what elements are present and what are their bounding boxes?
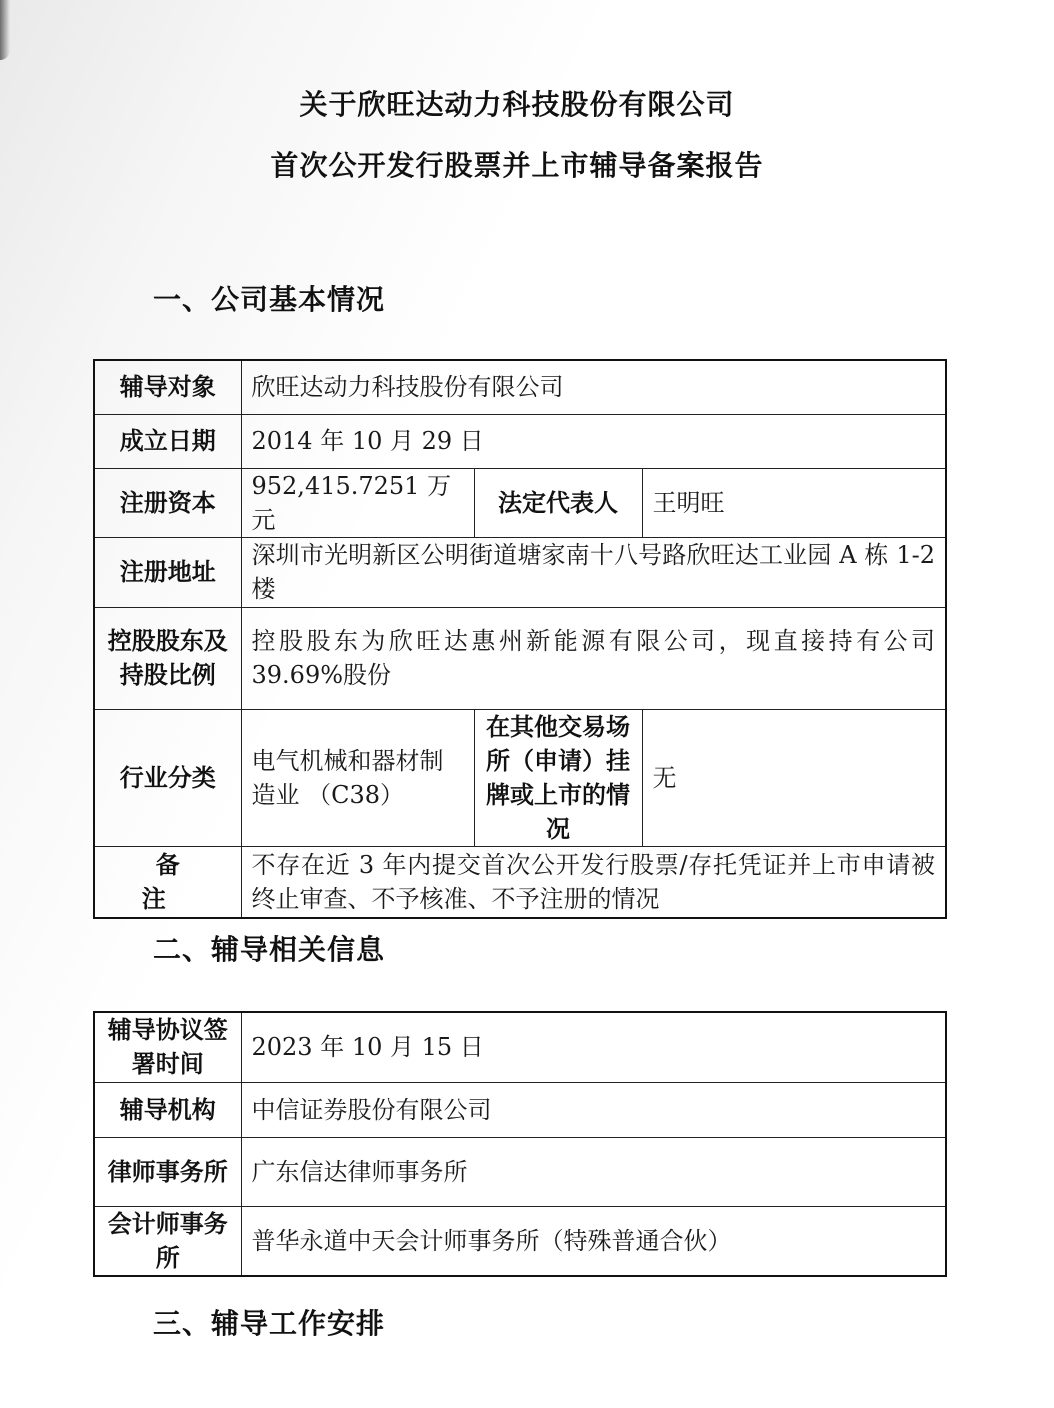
table-row-target [94,360,946,414]
table-row-address [94,537,946,607]
label-agreement: 辅导协议签署时间 [94,1012,241,1082]
label-institution: 辅导机构 [94,1082,241,1137]
section-heading-work-plan: 三、辅导工作安排 [153,1307,386,1340]
value-address: 深圳市光明新区公明街道塘家南十八号路欣旺达工业园 A 栋 1-2 楼 [241,537,946,607]
label-industry: 行业分类 [94,709,241,846]
document-title-line-2: 首次公开发行股票并上市辅导备案报告 [270,149,764,182]
section-heading-basic-info: 一、公司基本情况 [153,283,386,316]
label-law-firm: 律师事务所 [94,1137,241,1206]
value-industry: 电气机械和器材制造业 （C38） [241,709,474,846]
section-heading-counsel-info: 二、辅导相关信息 [153,933,386,966]
table-row-shareholder [94,607,946,709]
label-other-listing: 在其他交易场所（申请）挂牌或上市的情况 [474,709,642,846]
label-remarks [94,846,241,918]
label-accounting: 会计师事务所 [94,1206,241,1276]
label-legal-rep: 法定代表人 [474,468,642,537]
label-address: 注册地址 [94,537,241,607]
value-target: 欣旺达动力科技股份有限公司 [241,360,946,414]
table-row-accounting [94,1206,946,1276]
table-row-agreement [94,1012,946,1082]
value-remarks: 不存在近 3 年内提交首次公开发行股票/存托凭证并上市申请被终止审查、不予核准、不予注册的情况 [241,846,946,918]
label-founded: 成立日期 [94,414,241,468]
table-row-remarks [94,846,946,918]
document-title-line-1: 关于欣旺达动力科技股份有限公司 [299,88,735,121]
value-law-firm: 广东信达律师事务所 [241,1137,946,1206]
value-agreement: 2023 年 10 月 15 日 [241,1012,946,1082]
table-row-capital [94,468,946,537]
table-row-founded [94,414,946,468]
value-shareholder: 控股股东为欣旺达惠州新能源有限公司，现直接持有公司 39.69%股份 [241,607,946,709]
label-target: 辅导对象 [94,360,241,414]
label-capital: 注册资本 [94,468,241,537]
value-accounting: 普华永道中天会计师事务所（特殊普通合伙） [241,1206,946,1276]
value-other-listing: 无 [642,709,946,846]
value-capital: 952,415.7251 万元 [241,468,474,537]
counsel-info-table [93,1011,947,1277]
label-shareholder: 控股股东及持股比例 [94,607,241,709]
table-row-institution [94,1082,946,1137]
basic-info-table [93,359,947,919]
table-row-industry [94,709,946,846]
page-corner-shadow [0,0,10,60]
value-legal-rep: 王明旺 [642,468,946,537]
value-institution: 中信证券股份有限公司 [241,1082,946,1137]
label-remarks-text: 备注 [141,850,208,913]
table-row-law-firm [94,1137,946,1206]
value-founded: 2014 年 10 月 29 日 [241,414,946,468]
